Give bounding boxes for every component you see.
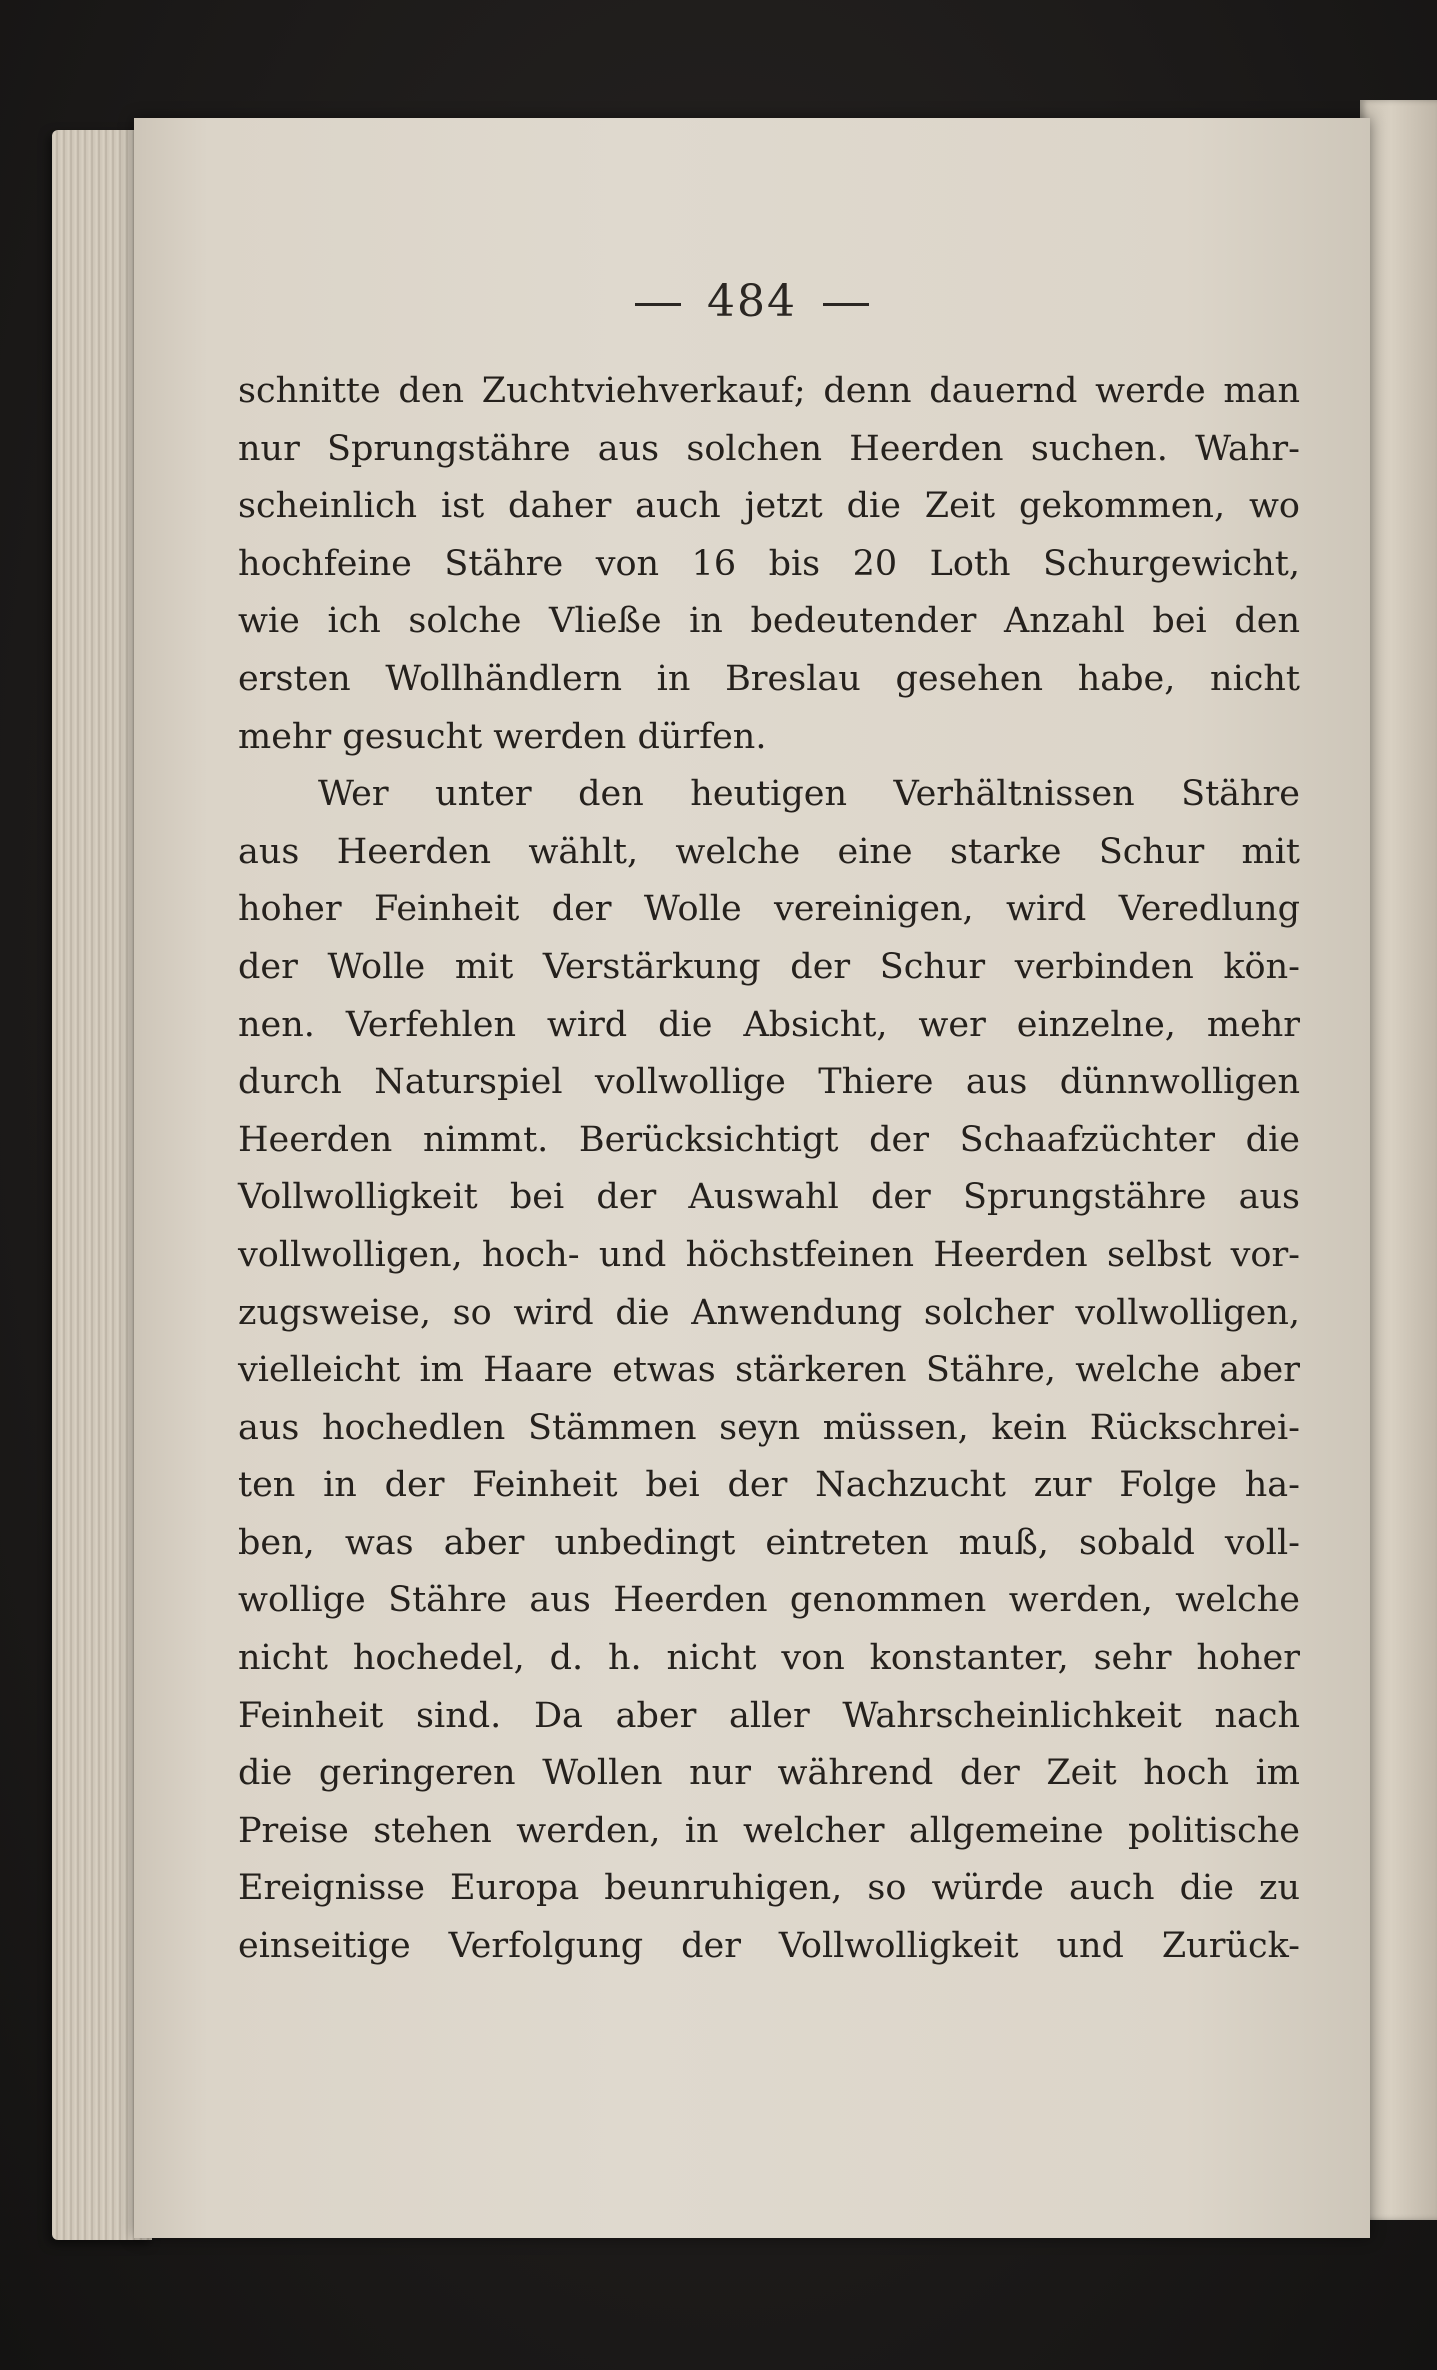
text-line: durch Naturspiel vollwollige Thiere aus dünnwolligen (238, 1062, 1300, 1103)
text-line: wollige Stähre aus Heerden genommen werden, welche (238, 1580, 1300, 1621)
text-line: zugsweise, so wird die Anwendung solcher vollwolligen, (238, 1292, 1300, 1333)
text-line: vielleicht im Haare etwas stärkeren Stähre, welche aber (238, 1350, 1300, 1391)
body-text (238, 363, 1300, 1976)
text-line: Ereignisse Europa beunruhigen, so würde auch die zu (238, 1868, 1300, 1909)
text-line: Vollwolligkeit bei der Auswahl der Sprungstähre aus (238, 1177, 1300, 1218)
header-dash-right (823, 303, 869, 306)
text-line: Wer unter den heutigen Verhältnissen Stähre (318, 774, 1300, 815)
text-line: hochfeine Stähre von 16 bis 20 Loth Schurgewicht, (238, 543, 1300, 584)
text-line: wie ich solche Vließe in bedeutender Anzahl bei den (238, 601, 1300, 642)
header-dash-left (635, 303, 681, 306)
opposite-page-edge (1360, 100, 1437, 2220)
text-line: einseitige Verfolgung der Vollwolligkeit und Zurück- (238, 1926, 1300, 1967)
text-line: ben, was aber unbedingt eintreten muß, sobald voll- (238, 1522, 1300, 1563)
text-line: scheinlich ist daher auch jetzt die Zeit gekommen, wo (238, 486, 1300, 527)
text-line: mehr gesucht werden dürfen. (238, 716, 767, 757)
text-line: die geringeren Wollen nur während der Zeit hoch im (238, 1753, 1300, 1794)
page-header (134, 276, 1370, 327)
text-line: vollwolligen, hoch- und höchstfeinen Heerden selbst vor- (238, 1234, 1300, 1275)
text-line: ten in der Feinheit bei der Nachzucht zur Folge ha- (238, 1465, 1300, 1506)
text-line: nur Sprungstähre aus solchen Heerden suchen. Wahr- (238, 428, 1300, 469)
text-line: Feinheit sind. Da aber aller Wahrscheinlichkeit nach (238, 1695, 1300, 1736)
text-line: ersten Wollhändlern in Breslau gesehen habe, nicht (238, 658, 1300, 699)
text-line: aus hochedlen Stämmen seyn müssen, kein Rückschrei- (238, 1407, 1300, 1448)
text-line: Preise stehen werden, in welcher allgemeine politische (238, 1810, 1300, 1851)
page-number: 484 (707, 276, 797, 327)
text-line: Heerden nimmt. Berücksichtigt der Schaafzüchter die (238, 1119, 1300, 1160)
text-line: nen. Verfehlen wird die Absicht, wer einzelne, mehr (238, 1004, 1300, 1045)
text-line: hoher Feinheit der Wolle vereinigen, wird Veredlung (238, 889, 1300, 930)
text-line: nicht hochedel, d. h. nicht von konstanter, sehr hoher (238, 1638, 1300, 1679)
text-line: der Wolle mit Verstärkung der Schur verbinden kön- (238, 946, 1300, 987)
book-page (134, 118, 1370, 2238)
text-line: schnitte den Zuchtviehverkauf; denn dauernd werde man (238, 371, 1300, 411)
text-line: aus Heerden wählt, welche eine starke Schur mit (238, 831, 1300, 872)
